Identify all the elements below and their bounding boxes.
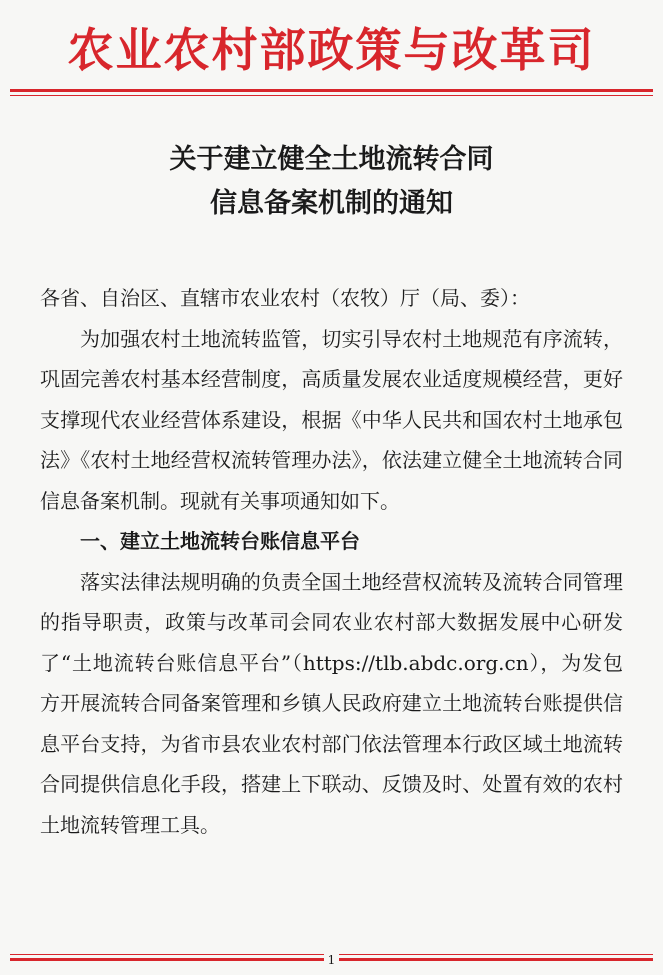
masthead-rule (10, 89, 653, 96)
intro-paragraph: 为加强农村土地流转监管，切实引导农村土地规范有序流转，巩固完善农村基本经营制度，高质量发展农业适度规模经营，更好支撑现代农业经营体系建设，根据《中华人民共和国农村土地承包法》《农村土地经营权流转管理办法》，依法建立健全土地流转合同信息备案机制。现就有关事项通知如下。 (40, 326, 623, 513)
page-number-text: 1 (324, 953, 340, 967)
masthead-title: 农业农村部政策与改革司 (67, 23, 596, 77)
document-body (40, 278, 623, 845)
document-title (0, 138, 663, 226)
section-1-paragraph: 落实法律法规明确的负责全国土地经营权流转及流转合同管理的指导职责，政策与改革司会同农业农村部大数据发展中心研发了“土地流转台账信息平台”（https://tlb.abdc.org.cn），为发包方开展流转合同备案管理和乡镇人民政府建立土地流转台账提供信息平台支持，为省市县农业农村部门依法管理本行政区域土地流转合同提供信息化手段，搭建上下联动、反馈及时、处置有效的农村土地流转管理工具。 (40, 569, 623, 837)
title-line-1: 关于建立健全土地流转合同 (169, 144, 494, 175)
title-line-2: 信息备案机制的通知 (210, 188, 453, 219)
section-1-heading: 一、建立土地流转台账信息平台 (80, 529, 360, 553)
page-number (0, 952, 663, 968)
salutation: 各省、自治区、直辖市农业农村（农牧）厅（局、委）： (40, 286, 530, 310)
